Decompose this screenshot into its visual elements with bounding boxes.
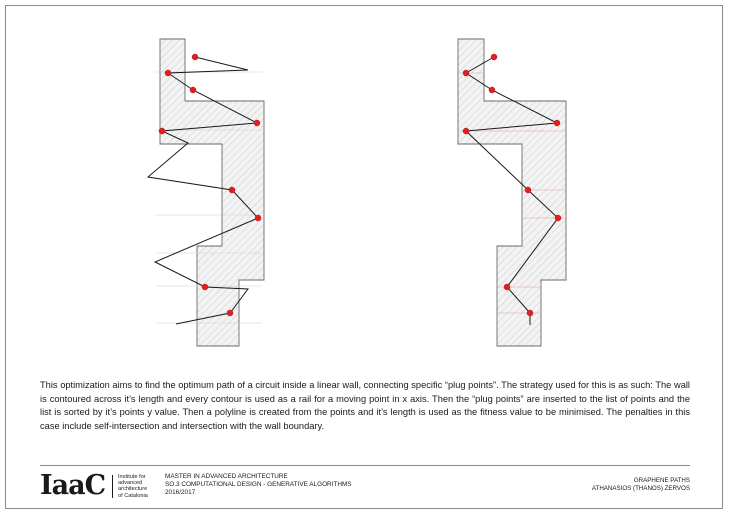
wall-optimised bbox=[458, 39, 566, 346]
plug-point bbox=[202, 284, 208, 290]
plug-point bbox=[525, 187, 531, 193]
wall-outline-right bbox=[458, 39, 566, 346]
project-author: ATHANASIOS (THANOS) ZERVOS bbox=[591, 485, 690, 492]
plug-point bbox=[159, 128, 165, 134]
plug-point bbox=[227, 310, 233, 316]
course-year: 2016/2017 bbox=[165, 489, 196, 496]
plug-point bbox=[254, 120, 260, 126]
logo-mark: IaaC bbox=[40, 470, 106, 501]
plug-point bbox=[463, 128, 469, 134]
plug-point bbox=[229, 187, 235, 193]
plug-point bbox=[491, 54, 497, 60]
plug-point bbox=[463, 70, 469, 76]
plug-point bbox=[489, 87, 495, 93]
description-text: This optimization aims to find the optimum path of a circuit inside a linear wall, connecting specific “plug points”. The strategy used for this is as such: The wall is contoured across it’s length and every contour is used as a rail for a moving point in x axis. Then the “plug points” are inserted to the list of points and the list is sorted by it’s points y value. Then a polyline is created from the points and it’s length is used as the fitness value to be minimised. The penalties in this case include self-intersection and intersection with the wall boundary. bbox=[40, 380, 690, 431]
institute-name: Institute for advanced architecture of Catalonia bbox=[118, 474, 148, 499]
plug-point bbox=[554, 120, 560, 126]
course-program: MASTER IN ADVANCED ARCHITECTURE bbox=[165, 473, 288, 480]
course-module: SO.3 COMPUTATIONAL DESIGN - GENERATIVE ALGORITHMS bbox=[165, 481, 352, 488]
footer-divider bbox=[40, 465, 690, 466]
wall-unoptimised bbox=[148, 39, 264, 346]
course-info bbox=[165, 473, 352, 497]
project-title: GRAPHENE PATHS bbox=[633, 477, 690, 484]
project-info bbox=[592, 477, 690, 493]
logo-separator bbox=[112, 475, 113, 498]
plug-point bbox=[555, 215, 561, 221]
plug-point bbox=[255, 215, 261, 221]
plug-point bbox=[527, 310, 533, 316]
wall-outline-left bbox=[160, 39, 264, 346]
plug-point bbox=[504, 284, 510, 290]
plug-point bbox=[165, 70, 171, 76]
plug-point bbox=[192, 54, 198, 60]
plug-point bbox=[190, 87, 196, 93]
